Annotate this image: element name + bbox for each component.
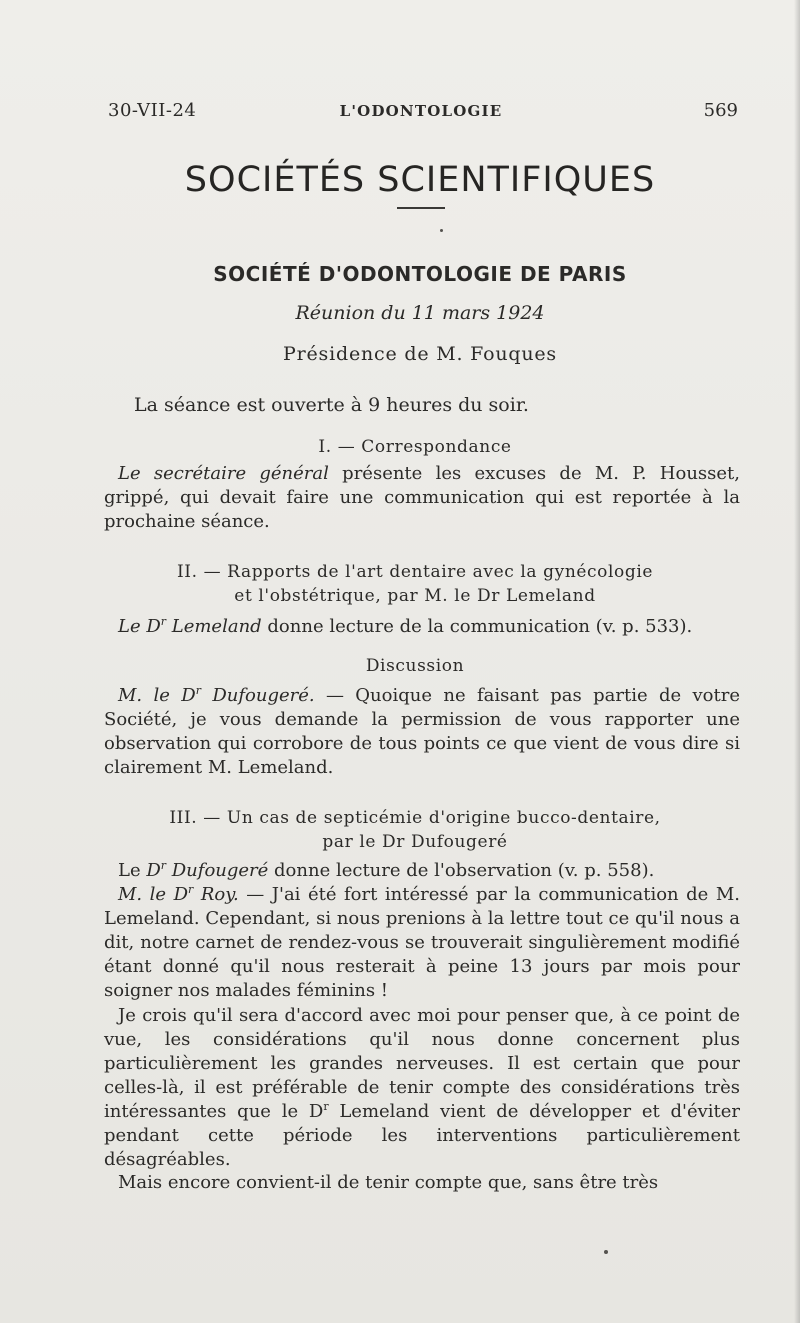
section-3-heading-line-2: par le Dr Dufougeré xyxy=(322,832,508,852)
section-3-p2-text: — J'ai été fort intéressé par la communication de M. Lemeland. Cependant, si nous prenions à la lettre tout ce qu'il nous a dit, notre carnet de rendez-vous se trouverait singulièrement modifié étant donné qu'il nous resterait à peine 13 jours par mois pour soigner nos malades féminins ! xyxy=(104,884,740,1001)
section-3-p2-speaker-sup: r xyxy=(188,883,194,896)
section-3-paragraph-1 xyxy=(104,859,740,883)
section-1-text: présente les excuses de M. P. Housset, grippé, qui devait faire une communication qui est reportée à la prochaine séance. xyxy=(104,463,740,532)
section-3-p2-speaker-name: Roy. xyxy=(193,884,239,905)
page-edge-shadow xyxy=(794,0,800,1323)
discussion-paragraph xyxy=(104,684,740,780)
section-3-p3-text-a: Je crois qu'il sera d'accord avec moi pour penser que, à ce point de vue, les considérations qu'il nous donne concernent plus particulièrement les grandes nerveuses. Il est certain que pour celles-là, il est préférable de tenir compte des considérations très intéressantes que le D xyxy=(104,1005,740,1122)
ink-speck xyxy=(604,1250,608,1254)
section-3-p1-speaker xyxy=(146,860,268,881)
society-title: SOCIÉTÉ D'ODONTOLOGIE DE PARIS xyxy=(213,262,627,286)
meeting-date: Réunion du 11 mars 1924 xyxy=(295,302,545,324)
ink-speck xyxy=(440,229,443,232)
section-1-speaker: Le secrétaire général xyxy=(118,463,329,484)
section-2-speaker-prefix: Le D xyxy=(118,616,161,637)
section-3-paragraph-2 xyxy=(104,883,740,1003)
section-3-p1-text: donne lecture de l'observation (v. p. 558). xyxy=(268,860,655,881)
title-rule xyxy=(397,207,445,209)
section-2-speaker xyxy=(118,616,262,637)
section-3-paragraph-3 xyxy=(104,1004,740,1172)
section-3-p2-speaker xyxy=(118,884,239,905)
section-3-p3-sup: r xyxy=(323,1100,329,1113)
discussion-heading: Discussion xyxy=(365,656,465,676)
section-3-p1-speaker-sup: r xyxy=(160,859,167,872)
section-2-heading-line-2: et l'obstétrique, par M. le Dr Lemeland xyxy=(234,586,596,606)
section-2-paragraph xyxy=(104,615,740,639)
section-3-p1-speaker-name: Dufougeré xyxy=(166,860,269,881)
section-1-paragraph xyxy=(104,462,740,534)
header-page-number: 569 xyxy=(703,100,738,121)
section-3-heading-line-1: III. — Un cas de septicémie d'origine bucco-dentaire, xyxy=(169,808,661,828)
section-3-paragraph-4: Mais encore convient-il de tenir compte que, sans être très xyxy=(118,1172,659,1193)
section-3-p2-speaker-prefix: M. le D xyxy=(118,884,189,905)
discussion-text: — Quoique ne faisant pas partie de votre Société, je vous demande la permission de vous rapporter une observation qui corrobore de tous points ce que vient de vous dire si clairement M. Lemeland. xyxy=(104,685,740,778)
presidency-line: Présidence de M. Fouques xyxy=(283,343,557,365)
section-2-speaker-sup: r xyxy=(160,615,167,628)
header-date: 30-VII-24 xyxy=(108,100,197,121)
section-2-speaker-name: Lemeland xyxy=(166,616,262,637)
main-title: SOCIÉTÉS SCIENTIFIQUES xyxy=(184,160,656,200)
discussion-speaker-prefix: M. le D xyxy=(118,685,196,706)
section-1-heading: I. — Correspondance xyxy=(318,437,512,457)
section-3-p1-speaker-prefix: D xyxy=(146,860,161,881)
section-2-text: donne lecture de la communication (v. p. 533). xyxy=(261,616,693,637)
section-2-heading-line-1: II. — Rapports de l'art dentaire avec la gynécologie xyxy=(176,562,654,582)
running-header xyxy=(102,100,740,130)
opening-statement: La séance est ouverte à 9 heures du soir. xyxy=(134,394,529,416)
discussion-speaker-sup: r xyxy=(195,684,201,697)
header-journal: L'ODONTOLOGIE xyxy=(339,102,503,120)
section-3-p3-text-b: Lemeland vient de développer et d'éviter pendant cette période les interventions particulièrement désagréables. xyxy=(104,1101,741,1170)
discussion-speaker-name: Dufougeré. xyxy=(200,685,315,706)
section-3-p1-prefix: Le xyxy=(118,860,147,881)
discussion-speaker xyxy=(118,685,315,706)
